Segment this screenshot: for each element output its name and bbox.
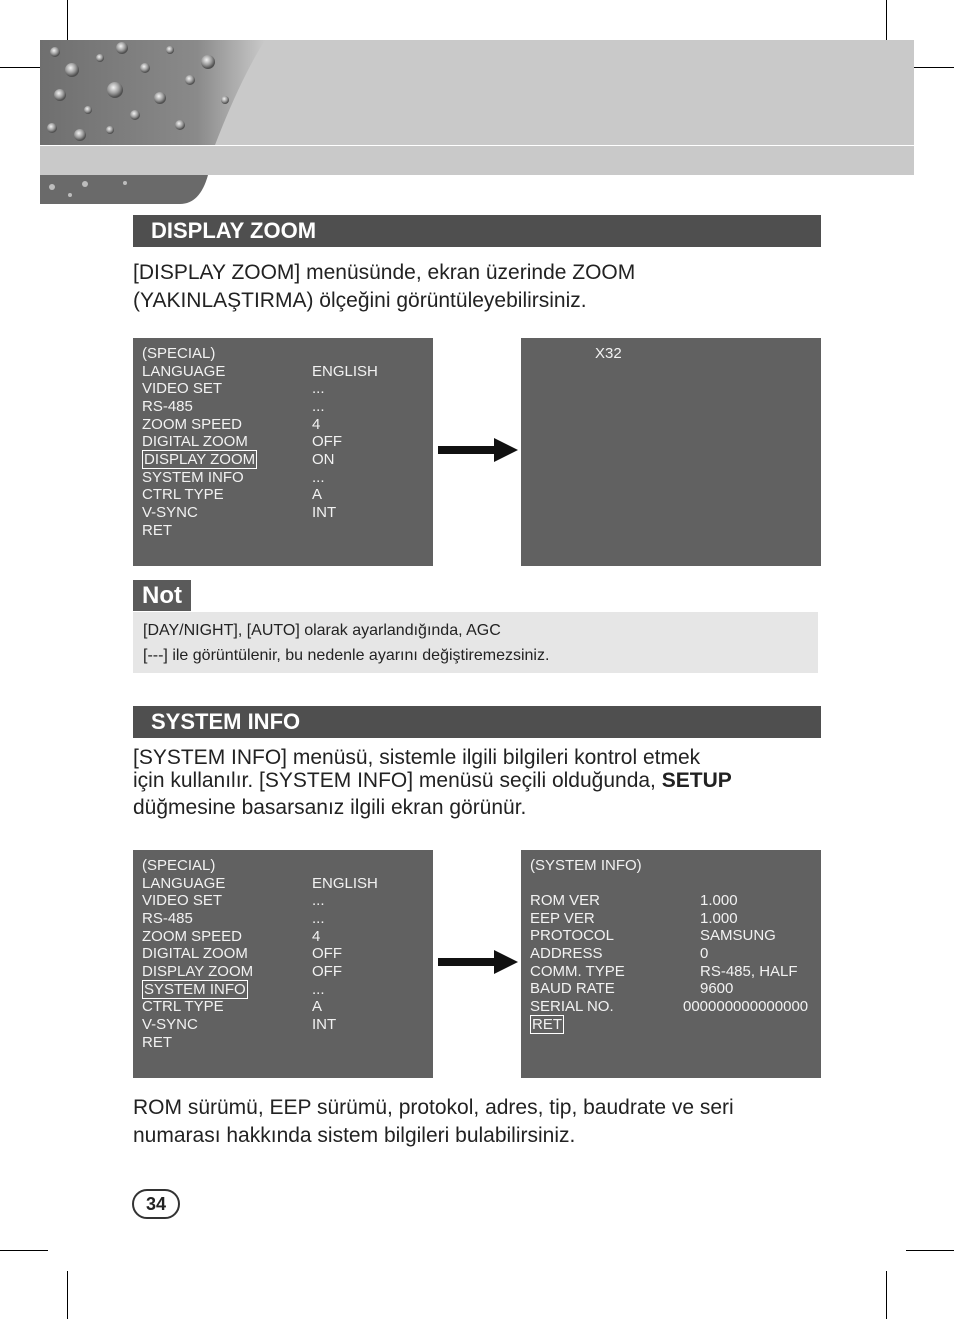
system-info-screen <box>521 850 821 1078</box>
sysinfo-value: SAMSUNG <box>700 927 776 944</box>
special-menu-screen <box>133 850 433 1078</box>
selection-highlight: DISPLAY ZOOM <box>144 451 256 468</box>
menu-value: ENGLISH <box>312 875 378 892</box>
special-menu-screen <box>133 338 433 566</box>
zoom-level-text: X32 <box>595 345 622 362</box>
menu-value: OFF <box>312 433 342 450</box>
crop-mark <box>906 1250 954 1251</box>
right-arrow-icon <box>438 438 518 462</box>
menu-value: 4 <box>312 416 321 433</box>
section-title-system-info: SYSTEM INFO <box>133 706 821 738</box>
menu-label: VIDEO SET <box>142 892 223 909</box>
menu-label: LANGUAGE <box>142 875 226 892</box>
right-arrow-icon <box>438 950 518 974</box>
closing-paragraph <box>133 1094 734 1150</box>
menu-label: DIGITAL ZOOM <box>142 433 248 450</box>
sysinfo-label: EEP VER <box>530 910 595 927</box>
paragraph-line: ROM sürümü, EEP sürümü, protokol, adres, tip, baudrate ve seri <box>133 1096 734 1119</box>
menu-ret: RET <box>142 522 172 539</box>
crop-mark <box>886 1271 887 1319</box>
sysinfo-label: BAUD RATE <box>530 980 615 997</box>
sysinfo-value: 0 <box>700 945 709 962</box>
note-label: Not <box>133 580 191 611</box>
setup-keyword: SETUP <box>661 769 732 792</box>
menu-label: SYSTEM INFO <box>142 469 244 486</box>
paragraph-line: numarası hakkında sistem bilgileri bulabilirsiniz. <box>133 1124 576 1147</box>
paragraph-line: düğmesine basarsanız ilgili ekran görünür. <box>133 796 527 819</box>
menu-value: ... <box>312 910 325 927</box>
crop-mark <box>0 1250 48 1251</box>
menu-value: INT <box>312 1016 337 1033</box>
menu-label: LANGUAGE <box>142 363 226 380</box>
section-title-display-zoom: DISPLAY ZOOM <box>133 215 821 247</box>
menu-value: OFF <box>312 963 342 980</box>
note-box <box>133 612 818 673</box>
paragraph-line: [DISPLAY ZOOM] menüsünde, ekran üzerinde ZOOM <box>133 261 636 284</box>
page-number: 34 <box>132 1189 180 1219</box>
sysinfo-value: 9600 <box>700 980 734 997</box>
menu-label-selected <box>142 451 257 468</box>
menu-label: V-SYNC <box>142 504 198 521</box>
sysinfo-value: 1.000 <box>700 892 738 909</box>
water-drops-graphic <box>40 40 265 145</box>
selection-highlight: SYSTEM INFO <box>144 981 246 998</box>
menu-label: RS-485 <box>142 398 193 415</box>
menu-label: DISPLAY ZOOM <box>142 963 254 980</box>
menu-value: A <box>312 998 323 1015</box>
sysinfo-ret-selected <box>530 1016 564 1033</box>
menu-value: ... <box>312 380 325 397</box>
paragraph-text: için kullanılır. [SYSTEM INFO] menüsü seçili olduğunda, <box>133 769 662 792</box>
menu-label: ZOOM SPEED <box>142 416 243 433</box>
sysinfo-label: ROM VER <box>530 892 601 909</box>
sysinfo-header: (SYSTEM INFO) <box>530 857 642 874</box>
menu-label: VIDEO SET <box>142 380 223 397</box>
banner-divider <box>40 145 914 146</box>
menu-value: ... <box>312 398 325 415</box>
sysinfo-label: COMM. TYPE <box>530 963 625 980</box>
paragraph-line: (YAKINLAŞTIRMA) ölçeğini görüntüleyebilirsiniz. <box>133 289 587 312</box>
menu-label-selected <box>142 981 248 998</box>
menu-label: V-SYNC <box>142 1016 198 1033</box>
menu-label: DIGITAL ZOOM <box>142 945 248 962</box>
menu-value: INT <box>312 504 337 521</box>
sysinfo-label: PROTOCOL <box>530 927 614 944</box>
menu-label: CTRL TYPE <box>142 998 224 1015</box>
sysinfo-value: 1.000 <box>700 910 738 927</box>
note-line: [DAY/NIGHT], [AUTO] olarak ayarlandığında, AGC <box>143 622 501 639</box>
menu-value: ON <box>312 451 335 468</box>
menu-value: ... <box>312 981 325 998</box>
sysinfo-value: 000000000000000 <box>683 998 809 1015</box>
menu-ret: RET <box>142 1034 172 1051</box>
menu-value: OFF <box>312 945 342 962</box>
selection-highlight: RET <box>532 1016 562 1033</box>
sysinfo-label: ADDRESS <box>530 945 603 962</box>
menu-label: ZOOM SPEED <box>142 928 243 945</box>
menu-label: RS-485 <box>142 910 193 927</box>
menu-header: (SPECIAL) <box>142 345 216 362</box>
menu-value: ... <box>312 469 325 486</box>
sysinfo-label: SERIAL NO. <box>530 998 614 1015</box>
zoom-display-screen <box>521 338 821 566</box>
menu-header: (SPECIAL) <box>142 857 216 874</box>
menu-label: CTRL TYPE <box>142 486 224 503</box>
section2-paragraph <box>133 746 732 819</box>
crop-mark <box>67 1271 68 1319</box>
note-line: [---] ile görüntülenir, bu nedenle ayarını değiştiremezsiniz. <box>143 647 550 664</box>
menu-value: 4 <box>312 928 321 945</box>
sysinfo-value: RS-485, HALF <box>700 963 798 980</box>
section1-paragraph <box>133 259 635 315</box>
menu-value: ... <box>312 892 325 909</box>
paragraph-line: [SYSTEM INFO] menüsü, sistemle ilgili bilgileri kontrol etmek <box>133 746 701 769</box>
menu-value: ENGLISH <box>312 363 378 380</box>
header-tab-graphic <box>40 175 208 204</box>
paragraph-line <box>133 769 732 792</box>
menu-value: A <box>312 486 323 503</box>
